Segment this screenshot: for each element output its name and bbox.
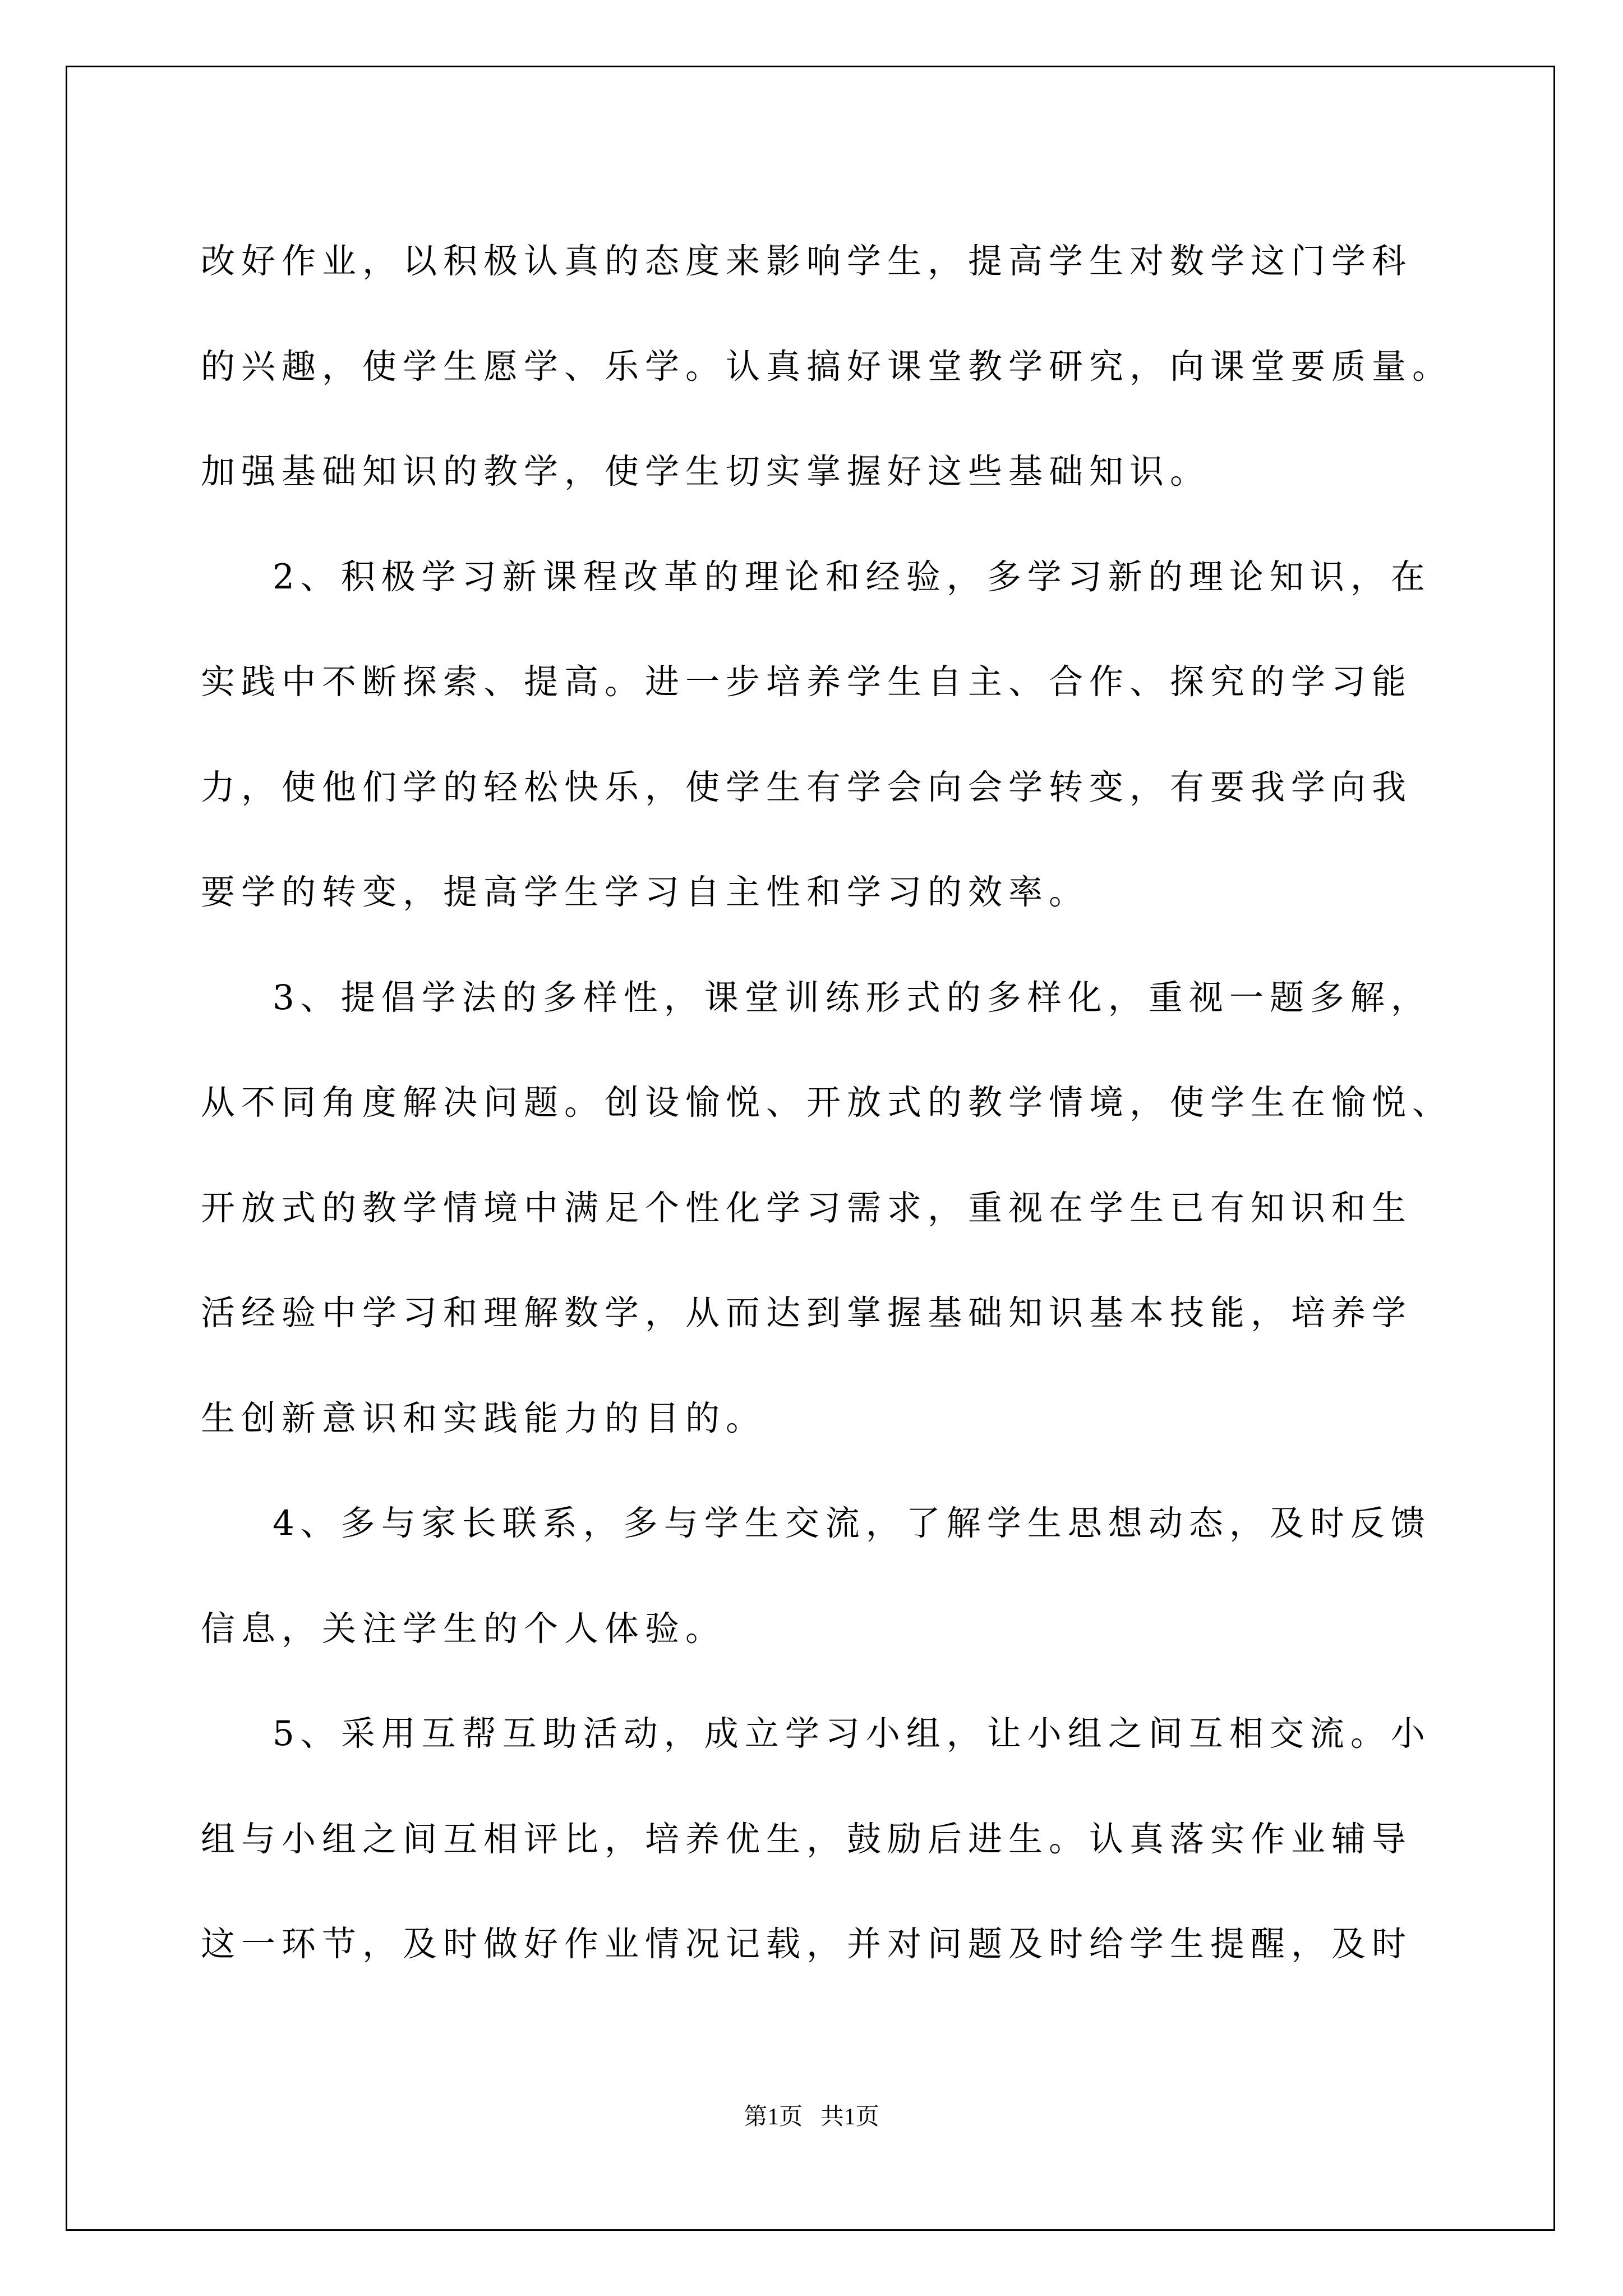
- text-line-13: 4、多与家长联系，多与学生交流，了解学生思想动态，及时反馈: [273, 1503, 1431, 1543]
- text-line-12: 生创新意识和实践能力的目的。: [201, 1398, 767, 1438]
- text-line-11: 活经验中学习和理解数学，从而达到掌握基础知识基本技能，培养学: [201, 1293, 1413, 1333]
- text-line-4: 2、积极学习新课程改革的理论和经验，多学习新的理论知识，在: [273, 556, 1431, 597]
- text-line-6: 力，使他们学的轻松快乐，使学生有学会向会学转变，有要我学向我: [201, 767, 1413, 807]
- text-line-2: 的兴趣，使学生愿学、乐学。认真搞好课堂教学研究，向课堂要质量。: [201, 346, 1453, 386]
- page-number-footer: 第1页 共1页: [744, 2104, 879, 2130]
- text-line-10: 开放式的教学情境中满足个性化学习需求，重视在学生已有知识和生: [201, 1188, 1413, 1228]
- text-line-16: 组与小组之间互相评比，培养优生，鼓励后进生。认真落实作业辅导: [201, 1819, 1413, 1859]
- text-line-17: 这一环节，及时做好作业情况记载，并对问题及时给学生提醒，及时: [201, 1924, 1413, 1964]
- document-body: [201, 209, 1453, 1997]
- text-line-15: 5、采用互帮互助活动，成立学习小组，让小组之间互相交流。小: [273, 1714, 1431, 1754]
- text-line-14: 信息，关注学生的个人体验。: [201, 1608, 726, 1649]
- text-line-7: 要学的转变，提高学生学习自主性和学习的效率。: [201, 872, 1090, 912]
- text-line-9: 从不同角度解决问题。创设愉悦、开放式的教学情境，使学生在愉悦、: [201, 1083, 1453, 1122]
- text-line-5: 实践中不断探索、提高。进一步培养学生自主、合作、探究的学习能: [201, 662, 1413, 702]
- text-line-8: 3、提倡学法的多样性，课堂训练形式的多样化，重视一题多解，: [273, 977, 1431, 1018]
- text-line-3: 加强基础知识的教学，使学生切实掌握好这些基础知识。: [201, 452, 1211, 491]
- text-line-1: 改好作业，以积极认真的态度来影响学生，提高学生对数学这门学科: [201, 241, 1413, 281]
